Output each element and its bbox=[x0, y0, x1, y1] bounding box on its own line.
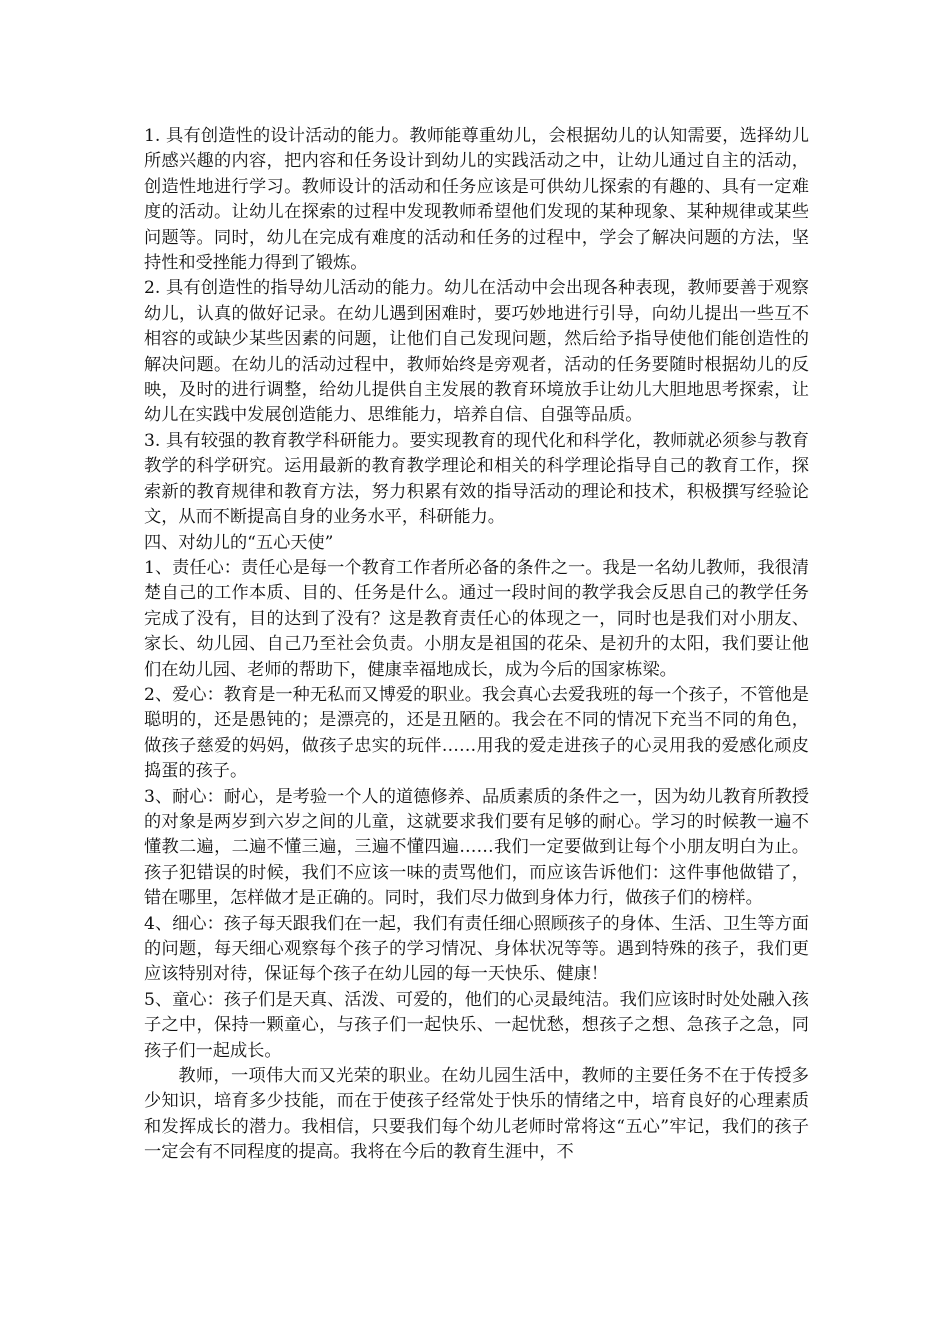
paragraph-responsibility: 1、责任心：责任心是每一个教育工作者所必备的条件之一。我是一名幼儿教师，我很清楚自己的工作本质、目的、任务是什么。通过一段时间的教学我会反思自己的教学任务完成了没有，目的达到了没有？这是教育责任心的体现之一，同时也是我们对小朋友、家长、幼儿园、自己乃至社会负责。小朋友是祖国的花朵、是初升的太阳，我们要让他们在幼儿园、老师的帮助下，健康幸福地成长，成为今后的国家栋梁。 bbox=[144, 557, 809, 680]
paragraph-love: 2、爱心：教育是一种无私而又博爱的职业。我会真心去爱我班的每一个孩子，不管他是聪明的，还是愚钝的；是漂亮的，还是丑陋的。我会在不同的情况下充当不同的角色，做孩子慈爱的妈妈，做孩子忠实的玩伴……用我的爱走进孩子的心灵用我的爱感化顽皮捣蛋的孩子。 bbox=[144, 684, 809, 782]
paragraph-carefulness: 4、细心：孩子每天跟我们在一起，我们有责任细心照顾孩子的身体、生活、卫生等方面的问题，每天细心观察每个孩子的学习情况、身体状况等等。遇到特殊的孩子，我们更应该特别对待，保证每个孩子在幼儿园的每一天快乐、健康！ bbox=[144, 913, 809, 985]
paragraph-conclusion: 教师，一项伟大而又光荣的职业。在幼儿园生活中，教师的主要任务不在于传授多少知识，培育多少技能，而在于使孩子经常处于快乐的情绪之中，培育良好的心理素质和发挥成长的潜力。我相信，只要我们每个幼儿老师时常将这“五心”牢记，我们的孩子一定会有不同程度的提高。我将在今后的教育生涯中，不 bbox=[144, 1066, 809, 1163]
section-heading-five-hearts: 四、对幼儿的“五心天使” bbox=[144, 532, 334, 553]
paragraph-creative-guidance: 2. 具有创造性的指导幼儿活动的能力。幼儿在活动中会出现各种表现，教师要善于观察幼儿，认真的做好记录。在幼儿遇到困难时，要巧妙地进行引导，向幼儿提出一些互不相容的或缺少某些因素的问题，让他们自己发现问题，然后给予指导使他们能创造性的解决问题。在幼儿的活动过程中，教师始终是旁观者，活动的任务要随时根据幼儿的反映，及时的进行调整，给幼儿提供自主发展的教育环境放手让幼儿大胆地思考探索，让幼儿在实践中发展创造能力、思维能力，培养自信、自强等品质。 bbox=[144, 278, 809, 426]
paragraph-childlike-heart: 5、童心：孩子们是天真、活泼、可爱的，他们的心灵最纯洁。我们应该时时处处融入孩子之中，保持一颗童心，与孩子们一起快乐、一起忧愁，想孩子之想、急孩子之急，同孩子们一起成长。 bbox=[144, 989, 809, 1061]
paragraph-research-ability: 3. 具有较强的教育教学科研能力。要实现教育的现代化和科学化，教师就必须参与教育教学的科学研究。运用最新的教育教学理论和相关的科学理论指导自己的教育工作，探索新的教育规律和教育方法，努力积累有效的指导活动的理论和技术，积极撰写经验论文，从而不断提高自身的业务水平，科研能力。 bbox=[144, 430, 809, 528]
document-body bbox=[144, 124, 809, 1166]
paragraph-creative-design: 1. 具有创造性的设计活动的能力。教师能尊重幼儿，会根据幼儿的认知需要，选择幼儿所感兴趣的内容，把内容和任务设计到幼儿的实践活动之中，让幼儿通过自主的活动，创造性地进行学习。教师设计的活动和任务应该是可供幼儿探索的有趣的、具有一定难度的活动。让幼儿在探索的过程中发现教师希望他们发现的某种现象、某种规律或某些问题等。同时，幼儿在完成有难度的活动和任务的过程中，学会了解决问题的方法，坚持性和受挫能力得到了锻炼。 bbox=[144, 126, 809, 274]
paragraph-patience: 3、耐心：耐心，是考验一个人的道德修养、品质素质的条件之一，因为幼儿教育所教授的对象是两岁到六岁之间的儿童，这就要求我们要有足够的耐心。学习的时候教一遍不懂教二遍，二遍不懂三遍，三遍不懂四遍……我们一定要做到让每个小朋友明白为止。孩子犯错误的时候，我们不应该一味的责骂他们，而应该告诉他们：这件事他做错了，错在哪里，怎样做才是正确的。同时，我们尽力做到身体力行，做孩子们的榜样。 bbox=[144, 786, 809, 909]
